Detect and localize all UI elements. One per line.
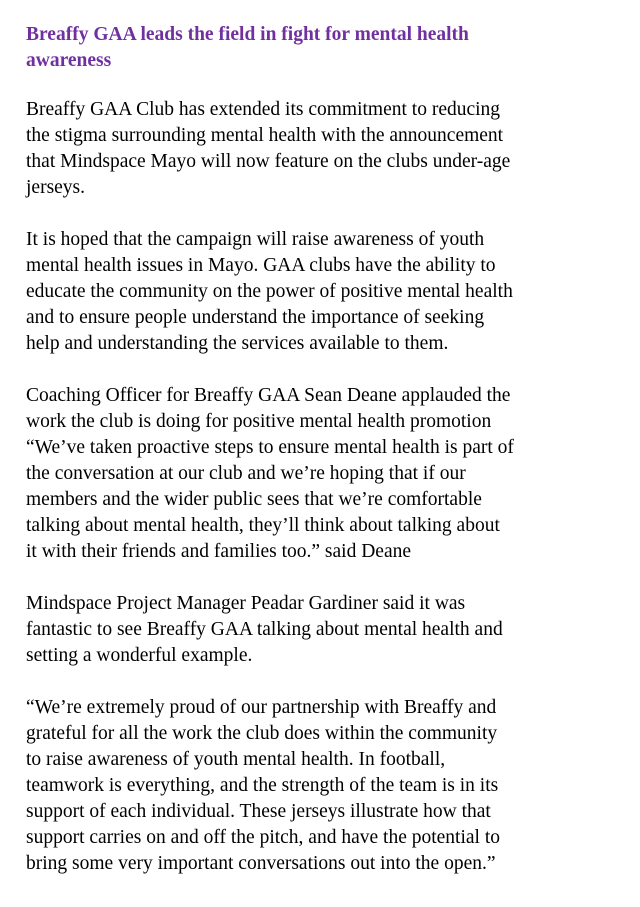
article-paragraph-deane-quote: Coaching Officer for Breaffy GAA Sean Deane applauded the work the club is doing for positive mental health promotion “We’ve taken proactive steps to ensure mental health is part of the conversation at our club and we’re hoping that if our members and the wider public sees that we’re comfortable talking about mental health, they’ll think about talking about it with their friends and families too.” said Deane	[26, 385, 514, 562]
article-headline: Breaffy GAA leads the field in fight for mental health awareness	[26, 24, 469, 71]
article-paragraph-gardiner: Mindspace Project Manager Peadar Gardiner said it was fantastic to see Breaffy GAA talking about mental health and setting a wonderful example.	[26, 593, 503, 666]
article	[26, 22, 626, 903]
article-paragraph-campaign: It is hoped that the campaign will raise awareness of youth mental health issues in Mayo. GAA clubs have the ability to educate the community on the power of positive mental health and to ensure people understand the importance of seeking help and understanding the services available to them.	[26, 229, 513, 354]
article-paragraph-intro: Breaffy GAA Club has extended its commitment to reducing the stigma surrounding mental health with the announcement that Mindspace Mayo will now feature on the clubs under-age jerseys.	[26, 99, 511, 198]
article-paragraph-gardiner-quote: “We’re extremely proud of our partnership with Breaffy and grateful for all the work the club does within the community to raise awareness of youth mental health. In football, teamwork is everything, and the strength of the team is in its support of each individual. These jerseys illustrate how that support carries on and off the pitch, and have the potential to bring some very important conversations out into the open.”	[26, 697, 500, 874]
